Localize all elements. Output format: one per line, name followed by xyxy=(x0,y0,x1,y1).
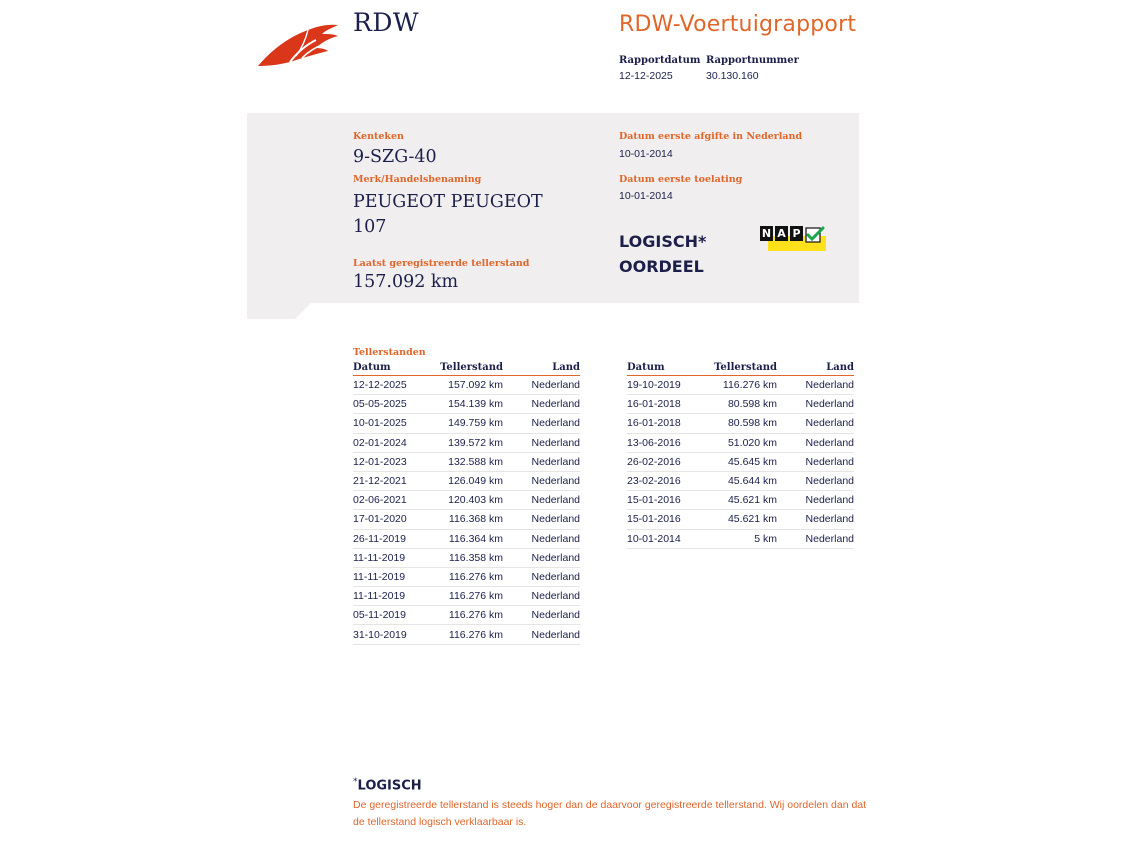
nap-letter: P xyxy=(790,226,803,241)
table-row xyxy=(353,472,580,491)
cell-datum: 26-11-2019 xyxy=(353,532,406,545)
cell-tellerstand: 149.759 km xyxy=(448,417,503,430)
cell-datum: 10-01-2025 xyxy=(353,417,407,430)
table-row xyxy=(627,491,854,510)
cell-land: Nederland xyxy=(531,455,580,468)
table-rows xyxy=(627,376,854,549)
verdict-line1: LOGISCH* xyxy=(619,232,707,251)
table-row xyxy=(353,549,580,568)
toelating-label: Datum eerste toelating xyxy=(619,174,743,185)
table-row xyxy=(353,376,580,395)
rapportnummer-label: Rapportnummer xyxy=(706,55,799,66)
cell-tellerstand: 45.621 km xyxy=(727,513,777,526)
cell-datum: 05-05-2025 xyxy=(353,398,407,411)
cell-datum: 19-10-2019 xyxy=(627,379,681,392)
cell-datum: 11-11-2019 xyxy=(353,551,406,564)
column-header-land: Land xyxy=(826,362,854,373)
verdict xyxy=(619,229,706,279)
afgifte-label: Datum eerste afgifte in Nederland xyxy=(619,131,803,142)
cell-tellerstand: 120.403 km xyxy=(448,494,503,507)
kenteken-label: Kenteken xyxy=(353,131,404,142)
cell-tellerstand: 157.092 km xyxy=(448,379,503,392)
afgifte-value: 10-01-2014 xyxy=(619,148,673,160)
cell-tellerstand: 80.598 km xyxy=(727,398,777,411)
tellerstanden-table-right xyxy=(627,362,854,549)
nap-letter: N xyxy=(761,227,772,240)
cell-tellerstand: 116.364 km xyxy=(448,532,503,545)
cell-tellerstand: 139.572 km xyxy=(448,436,503,449)
cell-datum: 02-06-2021 xyxy=(353,494,407,507)
cell-tellerstand: 126.049 km xyxy=(448,475,503,488)
cell-datum: 11-11-2019 xyxy=(353,570,406,583)
rapportnummer xyxy=(706,55,799,82)
cell-tellerstand: 116.276 km xyxy=(448,609,503,622)
cell-datum: 11-11-2019 xyxy=(353,590,406,603)
kenteken-value: 9-SZG-40 xyxy=(353,147,437,167)
cell-datum: 16-01-2018 xyxy=(627,417,681,430)
cell-datum: 13-06-2016 xyxy=(627,436,681,449)
table-row xyxy=(627,395,854,414)
cell-land: Nederland xyxy=(805,455,854,468)
table-row xyxy=(353,510,580,529)
table-row xyxy=(353,395,580,414)
nap-letters xyxy=(760,226,803,241)
cell-datum: 05-11-2019 xyxy=(353,609,406,622)
cell-datum: 12-12-2025 xyxy=(353,379,407,392)
cell-datum: 23-02-2016 xyxy=(627,475,681,488)
table-row xyxy=(353,530,580,549)
table-row xyxy=(353,434,580,453)
table-row xyxy=(627,472,854,491)
table-row xyxy=(627,376,854,395)
table-row xyxy=(353,606,580,625)
cell-tellerstand: 45.621 km xyxy=(727,494,777,507)
rapportdatum xyxy=(619,55,701,82)
brand-name: RDW xyxy=(353,8,420,37)
rapportdatum-value: 12-12-2025 xyxy=(619,70,673,82)
merk-value-line1: PEUGEOT PEUGEOT xyxy=(353,192,543,212)
column-header-datum: Datum xyxy=(627,362,665,373)
cell-datum: 12-01-2023 xyxy=(353,455,407,468)
cell-tellerstand: 80.598 km xyxy=(727,417,777,430)
cell-land: Nederland xyxy=(531,436,580,449)
cell-tellerstand: 45.645 km xyxy=(727,455,777,468)
cell-land: Nederland xyxy=(805,494,854,507)
cell-datum: 02-01-2024 xyxy=(353,436,407,449)
cell-tellerstand: 116.276 km xyxy=(448,570,503,583)
tellerstand-value: 157.092 km xyxy=(353,272,459,292)
tellerstand-label: Laatst geregistreerde tellerstand xyxy=(353,258,530,269)
cell-land: Nederland xyxy=(805,417,854,430)
table-row xyxy=(627,434,854,453)
cell-datum: 16-01-2018 xyxy=(627,398,681,411)
table-row xyxy=(353,453,580,472)
cell-tellerstand: 116.276 km xyxy=(448,590,503,603)
cell-tellerstand: 116.276 km xyxy=(448,628,503,641)
footer-asterisk: * xyxy=(353,777,358,787)
cell-land: Nederland xyxy=(805,379,854,392)
cell-land: Nederland xyxy=(531,513,580,526)
cell-datum: 15-01-2016 xyxy=(627,494,681,507)
cell-tellerstand: 116.358 km xyxy=(448,551,503,564)
cell-land: Nederland xyxy=(531,417,580,430)
table-row xyxy=(353,414,580,433)
merk-value-line2: 107 xyxy=(353,217,387,237)
tellerstanden-label: Tellerstanden xyxy=(353,347,426,358)
vehicle-panel xyxy=(247,113,859,319)
table-row xyxy=(627,530,854,549)
column-header-land: Land xyxy=(552,362,580,373)
cell-land: Nederland xyxy=(531,570,580,583)
cell-land: Nederland xyxy=(531,379,580,392)
cell-datum: 10-01-2014 xyxy=(627,532,681,545)
rdw-logo xyxy=(256,22,340,68)
cell-datum: 15-01-2016 xyxy=(627,513,681,526)
table-header xyxy=(627,362,854,376)
rapportdatum-label: Rapportdatum xyxy=(619,55,701,66)
cell-land: Nederland xyxy=(531,551,580,564)
cell-datum: 21-12-2021 xyxy=(353,475,407,488)
column-header-datum: Datum xyxy=(353,362,391,373)
table-row xyxy=(627,510,854,529)
cell-land: Nederland xyxy=(531,532,580,545)
table-row xyxy=(353,625,580,644)
cell-datum: 26-02-2016 xyxy=(627,455,681,468)
cell-land: Nederland xyxy=(805,532,854,545)
cell-land: Nederland xyxy=(805,398,854,411)
cell-datum: 17-01-2020 xyxy=(353,513,407,526)
table-row xyxy=(627,453,854,472)
cell-land: Nederland xyxy=(531,628,580,641)
nap-check-icon xyxy=(805,226,825,243)
cell-tellerstand: 51.020 km xyxy=(727,436,777,449)
merk-label: Merk/Handelsbenaming xyxy=(353,174,482,185)
footer-title xyxy=(353,777,422,793)
cell-land: Nederland xyxy=(805,513,854,526)
cell-tellerstand: 132.588 km xyxy=(448,455,503,468)
panel-notch xyxy=(295,303,859,319)
table-row xyxy=(353,587,580,606)
cell-tellerstand: 45.644 km xyxy=(727,475,777,488)
table-row xyxy=(627,414,854,433)
tellerstanden-table-left xyxy=(353,362,580,645)
cell-tellerstand: 154.139 km xyxy=(448,398,503,411)
cell-land: Nederland xyxy=(531,590,580,603)
table-header xyxy=(353,362,580,376)
nap-badge xyxy=(760,226,826,251)
column-header-tellerstand: Tellerstand xyxy=(714,362,777,373)
table-rows xyxy=(353,376,580,645)
cell-land: Nederland xyxy=(531,475,580,488)
cell-tellerstand: 116.368 km xyxy=(448,513,503,526)
nap-letter: A xyxy=(775,226,788,241)
footer-text: De geregistreerde tellerstand is steeds hoger dan de daarvoor geregistreerde tellerstand. Wij oordelen dan dat de tellerstand logisch verklaarbaar is. xyxy=(353,799,867,828)
footer-title-text: LOGISCH xyxy=(357,778,422,794)
cell-land: Nederland xyxy=(531,398,580,411)
table-row xyxy=(353,568,580,587)
cell-tellerstand: 116.276 km xyxy=(722,379,777,392)
cell-land: Nederland xyxy=(531,494,580,507)
verdict-line2: OORDEEL xyxy=(619,257,704,276)
cell-land: Nederland xyxy=(531,609,580,622)
column-header-tellerstand: Tellerstand xyxy=(440,362,503,373)
cell-tellerstand: 5 km xyxy=(754,532,777,545)
table-row xyxy=(353,491,580,510)
cell-datum: 31-10-2019 xyxy=(353,628,407,641)
toelating-value: 10-01-2014 xyxy=(619,190,673,202)
rapportnummer-value: 30.130.160 xyxy=(706,70,759,82)
cell-land: Nederland xyxy=(805,436,854,449)
cell-land: Nederland xyxy=(805,475,854,488)
report-title: RDW-Voertuigrapport xyxy=(619,12,857,37)
